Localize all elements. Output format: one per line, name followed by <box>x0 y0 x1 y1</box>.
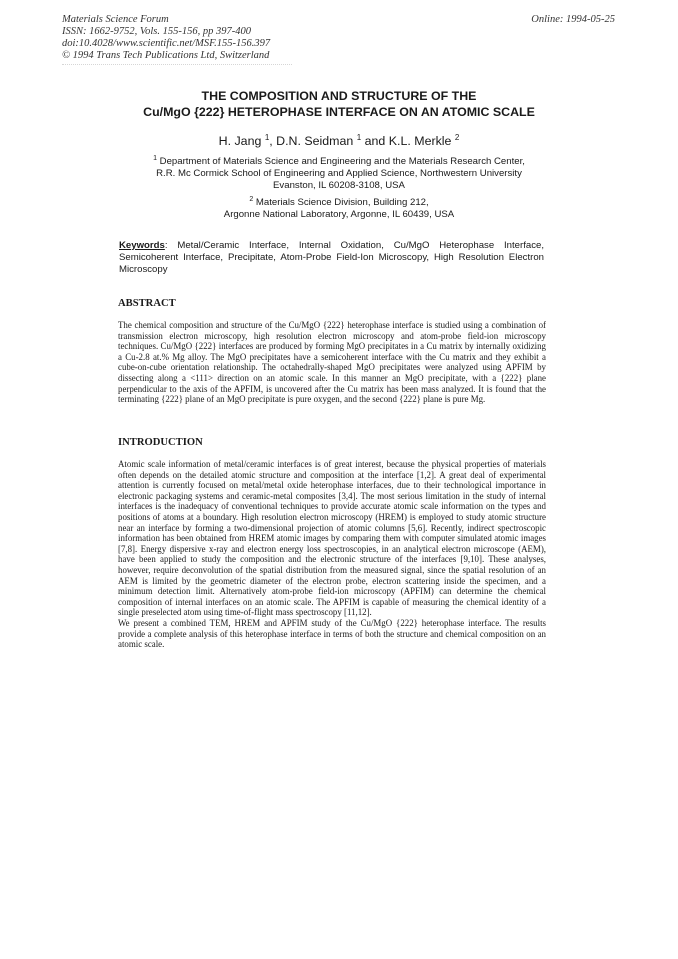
abstract-heading: ABSTRACT <box>118 298 176 309</box>
issn-line: ISSN: 1662-9752, Vols. 155-156, pp 397-400 <box>62 26 251 37</box>
abstract-body <box>118 320 546 405</box>
author-name: D.N. Seidman <box>276 134 354 148</box>
publication-header <box>62 14 270 62</box>
paper-title <box>0 88 678 120</box>
copyright-line: © 1994 Trans Tech Publications Ltd, Switzerland <box>62 50 270 61</box>
affiliation-2 <box>0 194 678 221</box>
affiliation-line: Materials Science Division, Building 212, <box>255 197 429 208</box>
author-affiliation-marker: 2 <box>454 133 460 142</box>
header-divider <box>62 64 292 69</box>
affiliation-marker: 1 <box>153 155 157 162</box>
author-separator: , <box>269 134 277 148</box>
title-line-2: Cu/MgO {222} HETEROPHASE INTERFACE ON AN ATOMIC SCALE <box>143 105 535 119</box>
affiliation-line: Evanston, IL 60208-3108, USA <box>273 180 405 191</box>
doi-line[interactable]: doi:10.4028/www.scientific.net/MSF.155-156.397 <box>62 38 271 49</box>
author-list <box>0 133 678 148</box>
abstract-text: The chemical composition and structure of the Cu/MgO {222} heterophase interface is studied using a combination of transmission electron microscopy, high resolution electron microscopy and atom-probe field-ion microscopy techniques. Cu/MgO {222} interfaces are produced by forming MgO precipitates in a Cu matrix by internally oxidizing a Cu-2.8 at.% Mg alloy. The MgO precipitates have a semicoherent interface with the Cu matrix and they exhibit a cube-on-cube orientation relationship. The octahedrally-shaped MgO precipitates were analyzed using APFIM by dissecting along a <111> direction on an atomic scale. In this manner an MgO precipitate, with a {222} plane perpendicular to the axis of the APFIM, is uncovered after the Cu matrix has been mass analyzed. It is found that the terminating {222} plane of an MgO precipitate is pure oxygen, and the second {222} plane is pure Mg. <box>118 320 546 405</box>
introduction-paragraph-2: We present a combined TEM, HREM and APFIM study of the Cu/MgO {222} heterophase interface. The results provide a complete analysis of this heterophase interface in terms of both the structure and chemical composition on an atomic scale. <box>118 617 546 650</box>
author-name: K.L. Merkle <box>388 134 452 148</box>
author-name: H. Jang <box>218 134 262 148</box>
affiliation-marker: 2 <box>249 196 254 203</box>
introduction-heading: INTRODUCTION <box>118 437 203 448</box>
keywords-label: Keywords <box>119 240 165 251</box>
author-affiliation-marker: 1 <box>356 133 362 142</box>
affiliation-line: Argonne National Laboratory, Argonne, IL 60439, USA <box>223 209 455 220</box>
keywords-text: Metal/Ceramic Interface, Internal Oxidation, Cu/MgO Heterophase Interface, Semicoherent Interface, Precipitate, Atom-Probe Field-Ion Microscopy, High Resolution Electron Microscopy <box>119 240 544 275</box>
introduction-body <box>118 459 546 650</box>
affiliation-line: Department of Materials Science and Engineering and the Materials Research Center, <box>159 156 525 167</box>
affiliation-line: R.R. Mc Cormick School of Engineering and Applied Science, Northwestern University <box>156 168 522 179</box>
author-separator: and <box>361 134 389 148</box>
online-date: Online: 1994-05-25 <box>531 14 615 25</box>
affiliation-1 <box>0 153 678 192</box>
keywords-colon: : <box>164 240 168 251</box>
keywords-block <box>119 240 544 276</box>
journal-name: Materials Science Forum <box>62 14 169 25</box>
introduction-paragraph-1: Atomic scale information of metal/ceramic interfaces is of great interest, because the physical properties of materials often depends on the detailed atomic structure and composition at the interface [1,2]. A great deal of experimental attention is currently focused on metal/metal oxide heterophase interfaces, due to their technological importance in electronic packaging systems and ceramic-metal composites [3,4]. The most serious limitation in the study of internal interfaces is the inadequacy of conventional techniques to provide accurate atomic scale information on the types and positions of atoms at a boundary. High resolution electron microscopy (HREM) is employed to study atomic structure near an interface by forming a two-dimensional projection of atomic columns [5,6]. Recently, indirect spectroscopic information has been obtained from HREM atomic images by comparing them with computer simulated atomic images [7,8]. Energy dispersive x-ray and electron energy loss spectroscopies, in an analytical electron microscope (AEM), have been applied to study the composition and the electronic structure of the interfaces [9,10]. These analyses, however, require deconvolution of the spatial distribution from the measured signal, since the spatial resolution of an AEM is limited by the geometric diameter of the electron probe, electron scattering inside the specimen, and a minimum detection limit. Alternatively atom-probe field-ion microscopy (APFIM) can determine the chemical composition of internal interfaces on an atomic scale. The APFIM is capable of measuring the chemical identity of a single preselected atom using time-of-flight mass spectroscopy [11,12]. <box>118 459 546 618</box>
author-affiliation-marker: 1 <box>264 133 270 142</box>
title-line-1: THE COMPOSITION AND STRUCTURE OF THE <box>201 89 477 103</box>
